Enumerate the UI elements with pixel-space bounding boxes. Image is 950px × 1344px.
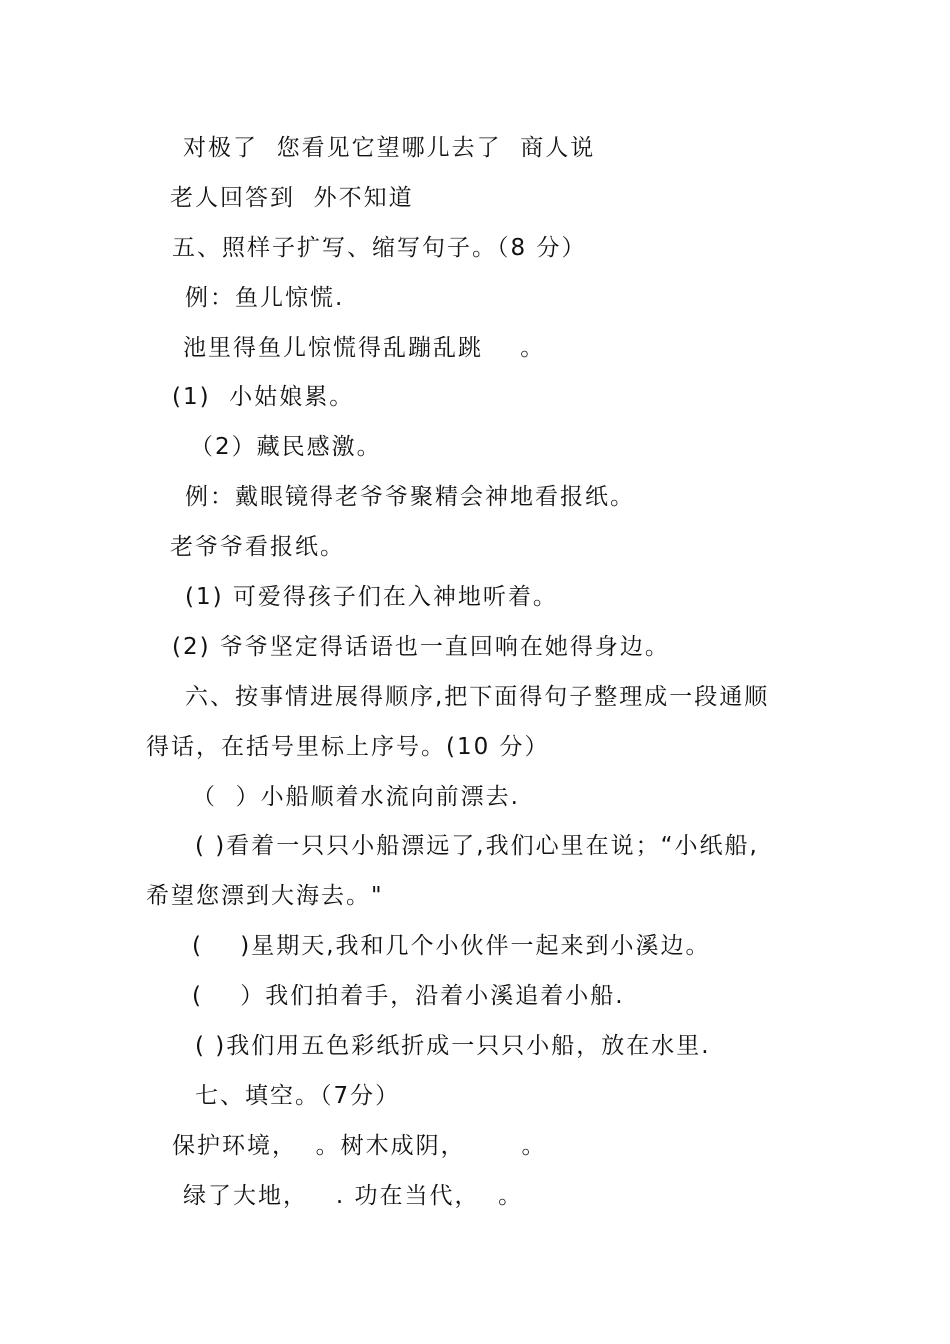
fill-blank-line: 绿了大地， . 功在当代， 。 bbox=[183, 1183, 524, 1209]
question-item: (2) 爷爷坚定得话语也一直回响在她得身边。 bbox=[172, 634, 670, 660]
example-line: 例：鱼儿惊慌. bbox=[185, 285, 345, 311]
ordering-item: （ ）小船顺着水流向前漂去. bbox=[192, 784, 520, 810]
fill-blank-line: 保护环境， 。树木成阴， 。 bbox=[172, 1133, 547, 1159]
text-line: 老爷爷看报纸。 bbox=[170, 534, 345, 560]
text-line: 老人回答到 外不知道 bbox=[170, 185, 414, 211]
ordering-item: ( ）我们拍着手，沿着小溪追着小船. bbox=[192, 983, 625, 1009]
text-line: 池里得鱼儿惊慌得乱蹦乱跳 。 bbox=[183, 335, 546, 361]
ordering-item: ( )看着一只只小船漂远了,我们心里在说；“小纸船, bbox=[195, 833, 759, 859]
section-heading: 六、按事情进展得顺序,把下面得句子整理成一段通顺 bbox=[185, 684, 770, 710]
example-line: 例：戴眼镜得老爷爷聚精会神地看报纸。 bbox=[185, 484, 635, 510]
section-heading: 七、填空。（7分） bbox=[195, 1083, 401, 1109]
text-line: 对极了 您看见它望哪儿去了 商人说 bbox=[183, 135, 596, 161]
question-item: (1) 小姑娘累。 bbox=[172, 384, 355, 410]
section-heading: 五、照样子扩写、缩写句子。（8 分） bbox=[172, 235, 587, 261]
section-heading-continued: 得话，在括号里标上序号。(10 分） bbox=[146, 734, 550, 760]
question-item: （2）藏民感激。 bbox=[190, 434, 382, 460]
ordering-item-continued: 希望您漂到大海去。" bbox=[146, 883, 384, 909]
question-item: (1) 可爱得孩子们在入神地听着。 bbox=[185, 584, 558, 610]
ordering-item: ( )星期天,我和几个小伙伴一起来到小溪边。 bbox=[192, 933, 711, 959]
ordering-item: ( )我们用五色彩纸折成一只只小船，放在水里. bbox=[195, 1033, 711, 1059]
